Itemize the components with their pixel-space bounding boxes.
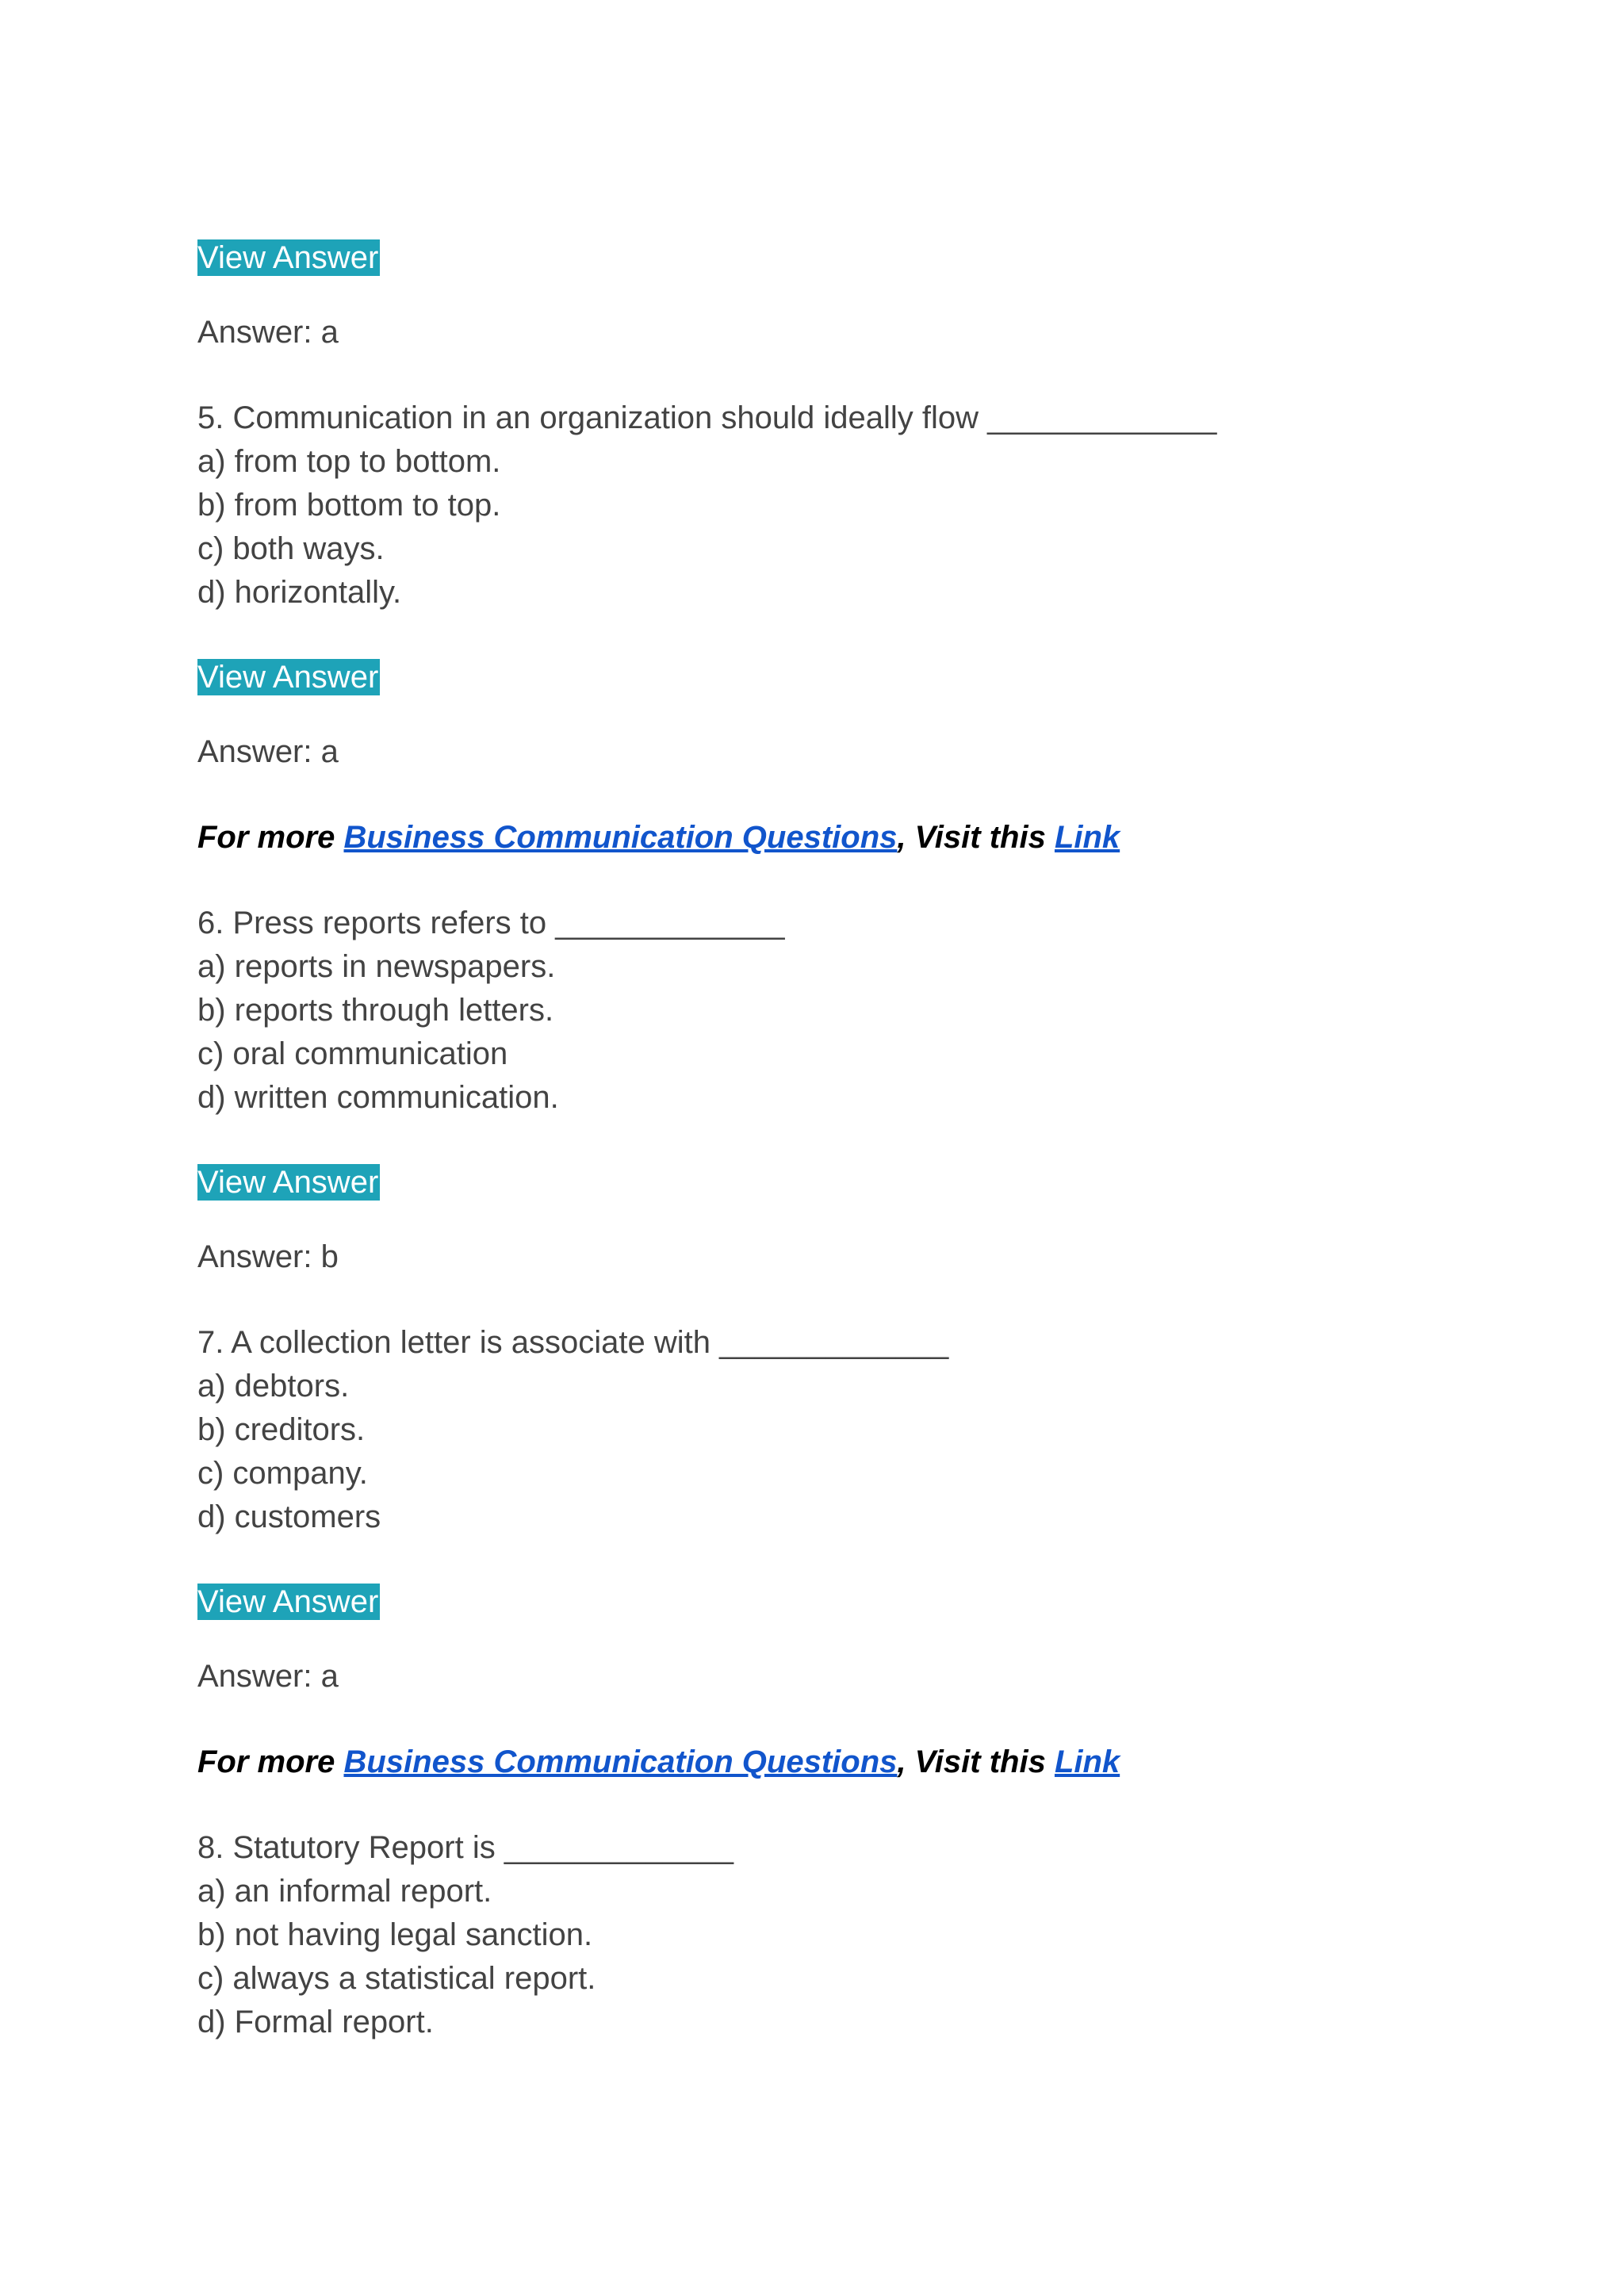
business-communication-questions-link[interactable]: Business Communication Questions: [343, 1744, 898, 1779]
answer-text: Answer: a: [197, 734, 339, 769]
question-text: 5. Communication in an organization should ideally flow _____________: [197, 400, 1217, 435]
question-text: 8. Statutory Report is _____________: [197, 1830, 734, 1865]
view-answer-button[interactable]: View Answer: [197, 660, 379, 695]
view-answer-button[interactable]: View Answer: [197, 240, 379, 275]
answer-text: Answer: a: [197, 315, 339, 350]
option-b: b) from bottom to top.: [197, 488, 501, 523]
view-answer-button[interactable]: View Answer: [197, 1584, 379, 1619]
promo-prefix: For more: [197, 820, 344, 855]
promo-line: [197, 1741, 1466, 1784]
promo-prefix: For more: [197, 1744, 344, 1779]
visit-link[interactable]: Link: [1054, 820, 1120, 855]
option-a: a) from top to bottom.: [197, 444, 501, 479]
question-text: 7. A collection letter is associate with _____________: [197, 1325, 949, 1360]
option-c: c) always a statistical report.: [197, 1961, 596, 1996]
question-text: 6. Press reports refers to _____________: [197, 906, 785, 940]
option-c: c) oral communication: [197, 1036, 508, 1071]
promo-line: [197, 816, 1466, 860]
option-d: d) customers: [197, 1499, 381, 1534]
business-communication-questions-link[interactable]: Business Communication Questions: [343, 820, 898, 855]
answer-text: Answer: a: [197, 1659, 339, 1694]
option-d: d) written communication.: [197, 1080, 559, 1115]
option-b: b) not having legal sanction.: [197, 1917, 593, 1952]
option-b: b) creditors.: [197, 1412, 366, 1447]
option-a: a) debtors.: [197, 1369, 350, 1404]
promo-middle: , Visit this: [897, 820, 1055, 855]
option-a: a) reports in newspapers.: [197, 949, 556, 984]
option-a: a) an informal report.: [197, 1874, 492, 1909]
view-answer-button[interactable]: View Answer: [197, 1165, 379, 1200]
promo-middle: , Visit this: [897, 1744, 1055, 1779]
visit-link[interactable]: Link: [1054, 1744, 1120, 1779]
answer-text: Answer: b: [197, 1239, 339, 1274]
option-d: d) horizontally.: [197, 575, 402, 610]
option-c: c) company.: [197, 1456, 368, 1491]
option-b: b) reports through letters.: [197, 993, 554, 1028]
option-c: c) both ways.: [197, 531, 385, 566]
option-d: d) Formal report.: [197, 2005, 434, 2039]
document-page: [197, 238, 1466, 2044]
